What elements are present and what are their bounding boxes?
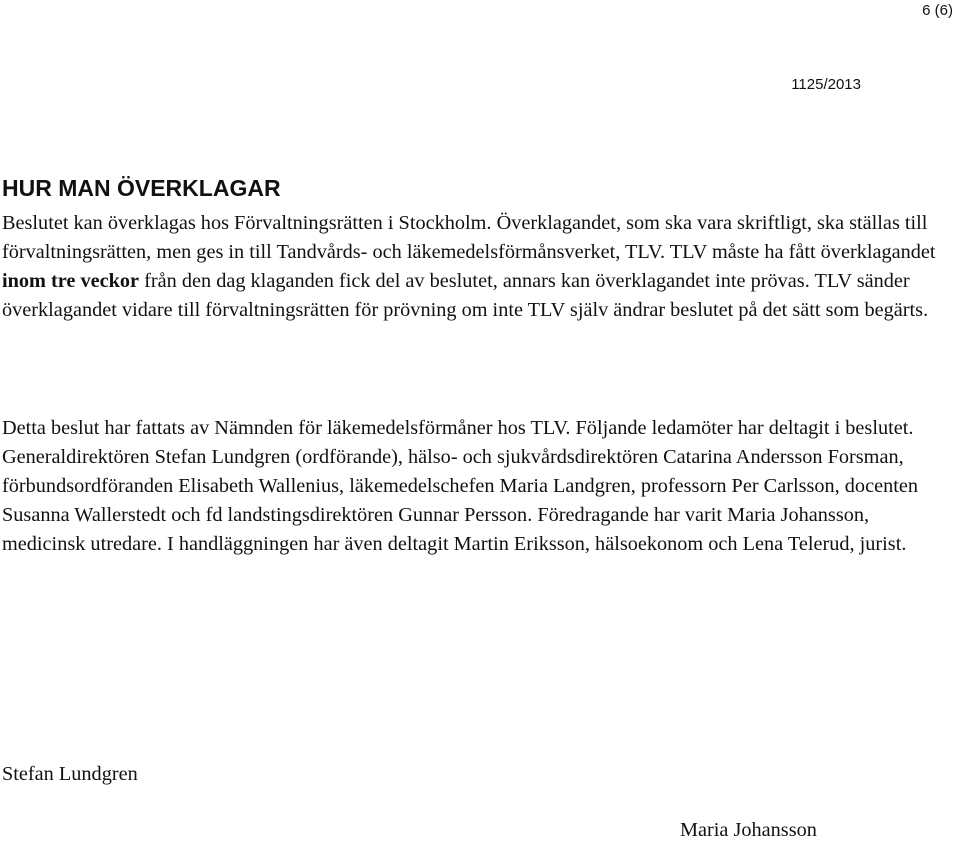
section-heading: HUR MAN ÖVERKLAGAR [2, 175, 281, 201]
appeal-deadline-bold: inom tre veckor [2, 270, 140, 292]
document-reference: 1125/2013 [791, 76, 861, 93]
decision-paragraph: Detta beslut har fattats av Nämnden för läkemedelsförmåner hos TLV. Följande ledamöter har deltagit i beslutet. Generaldirektören Stefan Lundgren (ordförande), hälso- och sjukvårdsdirektören Catarina Andersson Forsman, förbundsordföranden Elisabeth Wallenius, läkemedelschefen Maria Landgren, professorn Per Carlsson, docenten Susanna Wallerstedt och fd landstingsdirektören Gunnar Persson. Föredragande har varit Maria Johansson, medicinsk utredare. I handläggningen har även deltagit Martin Eriksson, hälsoekonom och Lena Telerud, jurist. [2, 417, 918, 555]
appeal-text-start: Beslutet kan överklagas hos Förvaltningsrätten i Stockholm. Överklagandet, som ska vara skriftligt, ska ställas till förvaltningsrätten, men ges in till Tandvårds- och läkemedelsförmånsverket, TLV. TLV måste ha fått överklagandet [2, 212, 936, 263]
page-number: 6 (6) [922, 2, 953, 19]
appeal-paragraph [2, 209, 952, 325]
signature-rapporteur: Maria Johansson [680, 819, 817, 841]
signature-chair: Stefan Lundgren [2, 763, 138, 785]
appeal-text-end: från den dag klaganden fick del av beslutet, annars kan överklagandet inte prövas. TLV sänder överklagandet vidare till förvaltningsrätten för prövning om inte TLV själv ändrar beslutet på det sätt som begärts. [2, 270, 929, 321]
